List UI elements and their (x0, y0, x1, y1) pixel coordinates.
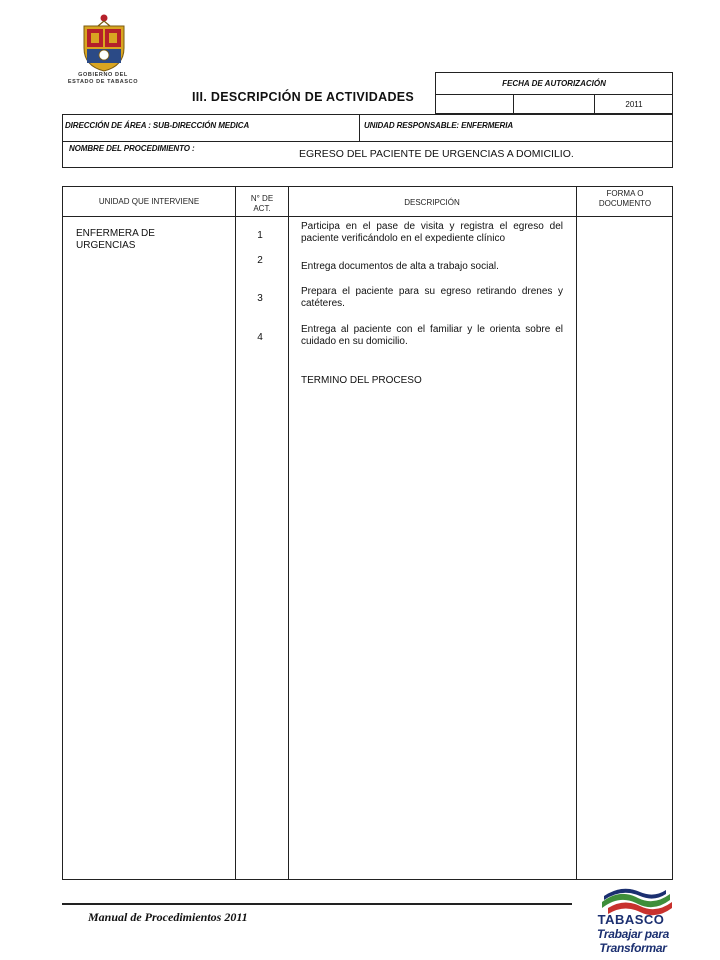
procedure-info-box (62, 114, 673, 168)
authorization-label: FECHA DE AUTORIZACIÓN (436, 73, 672, 95)
logo-brand-text: TABASCO (597, 912, 665, 927)
activities-table (62, 186, 673, 880)
divider (513, 94, 514, 114)
header-act-number: N° DE ACT. (250, 194, 274, 213)
direction-label: DIRECCIÓN DE ÁREA : SUB-DIRECCIÓN MEDICA (65, 121, 250, 130)
activity-description: Participa en el pase de visita y registra el egreso del paciente verificándolo en el expediente clínico (301, 221, 563, 244)
column-divider (235, 187, 236, 879)
activity-description: Prepara el paciente para su egreso retirando drenes y catéteres. (301, 286, 563, 309)
intervening-unit: ENFERMERA DE URGENCIAS (76, 228, 155, 251)
activity-description: Entrega al paciente con el familiar y le orienta sobre el cuidado en su domicilio. (301, 324, 563, 347)
divider (63, 141, 672, 142)
authorization-box (435, 72, 673, 114)
footer-divider (62, 903, 572, 905)
page-title: III. DESCRIPCIÓN DE ACTIVIDADES (192, 90, 415, 104)
table-header-divider (63, 216, 672, 217)
state-crest-icon (78, 14, 130, 72)
divider (359, 115, 360, 141)
activity-number: 1 (257, 230, 263, 241)
procedure-name: EGRESO DEL PACIENTE DE URGENCIAS A DOMICILIO. (299, 148, 574, 160)
manual-footer-text: Manual de Procedimientos 2011 (88, 910, 248, 924)
activity-description: Entrega documentos de alta a trabajo social. (301, 261, 499, 272)
procedure-label: NOMBRE DEL PROCEDIMIENTO : (69, 144, 195, 153)
crest-caption: GOBIERNO DEL ESTADO DE TABASCO (67, 72, 139, 85)
column-divider (576, 187, 577, 879)
header-form-document: FORMA O DOCUMENTO (598, 189, 652, 208)
column-divider (288, 187, 289, 879)
activity-number: 2 (257, 255, 263, 266)
end-of-process: TERMINO DEL PROCESO (301, 375, 422, 386)
logo-slogan-text: Trabajar para Transformar (597, 927, 669, 955)
activity-number: 3 (257, 293, 263, 304)
header-unit: UNIDAD QUE INTERVIENE (98, 197, 200, 206)
activity-number: 4 (257, 332, 263, 343)
header-description: DESCRIPCIÓN (404, 198, 460, 207)
responsible-unit-label: UNIDAD RESPONSABLE: ENFERMERIA (364, 121, 514, 130)
authorization-year: 2011 (625, 100, 643, 109)
